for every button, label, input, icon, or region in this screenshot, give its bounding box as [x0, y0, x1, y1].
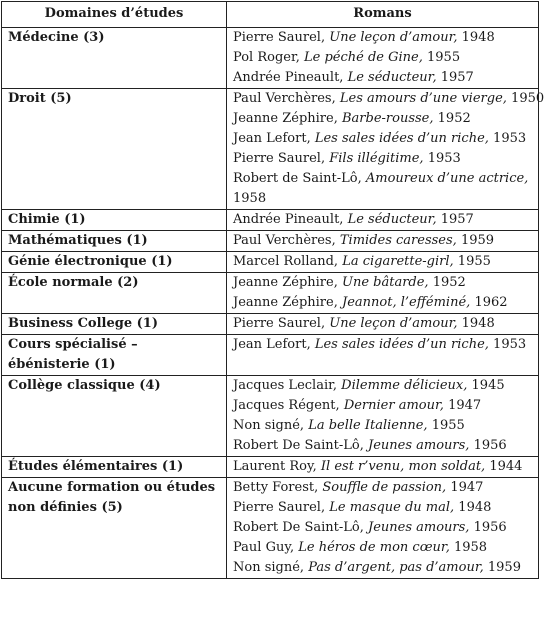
- novel-author: Non signé,: [233, 418, 305, 433]
- novel-author: Andrée Pineault,: [233, 70, 344, 85]
- domain-count: (4): [139, 378, 161, 393]
- domain-cell: [2, 28, 227, 89]
- novel-title: Timides caresses,: [339, 233, 457, 248]
- domain-name: Business College: [8, 316, 133, 331]
- domain-name: Collège classique: [8, 378, 135, 393]
- domain-name: École normale: [8, 275, 113, 290]
- novels-cell: [227, 478, 539, 579]
- novel-entry: [233, 273, 532, 293]
- domain-count: (5): [101, 500, 123, 515]
- domain-count: (2): [117, 275, 139, 290]
- novel-author: Pierre Saurel,: [233, 30, 326, 45]
- novel-title: Le héros de mon cœur,: [298, 540, 450, 555]
- novel-author: Robert De Saint-Lô,: [233, 520, 364, 535]
- novel-year: 1962: [474, 295, 508, 310]
- novel-entry: [233, 558, 532, 578]
- domain-count: (3): [83, 30, 105, 45]
- domain-count: (1): [64, 212, 86, 227]
- novel-year: 1947: [450, 480, 484, 495]
- novel-author: Marcel Rolland,: [233, 254, 339, 269]
- novel-title: Le séducteur,: [347, 212, 437, 227]
- novel-title: La cigarette-girl,: [342, 254, 454, 269]
- novel-author: Jeanne Zéphire,: [233, 275, 338, 290]
- novel-title: Les amours d’une vierge,: [339, 91, 507, 106]
- table-header-row: [2, 2, 539, 28]
- novel-entry: [233, 538, 532, 558]
- novel-entry: [233, 376, 532, 396]
- novel-author: Jean Lefort,: [233, 337, 311, 352]
- novel-year: 1959: [487, 560, 521, 575]
- domain-name: Études élémentaires: [8, 459, 158, 474]
- novel-entry: [233, 293, 532, 313]
- novel-entry: [233, 498, 532, 518]
- domain-count: (1): [151, 254, 173, 269]
- novel-title: Le péché de Gine,: [304, 50, 423, 65]
- novel-entry: [233, 28, 532, 48]
- novel-title: Jeunes amours,: [368, 438, 470, 453]
- novel-year: 1958: [453, 540, 488, 555]
- header-novels: Romans: [227, 2, 539, 28]
- novel-author: Laurent Roy,: [233, 459, 317, 474]
- novel-title: Les sales idées d’un riche,: [314, 131, 489, 146]
- novel-year: 1955: [457, 254, 491, 269]
- domain-cell: [2, 231, 227, 252]
- novel-year: 1953: [493, 131, 527, 146]
- novel-entry: [233, 457, 532, 477]
- novel-author: Robert De Saint-Lô,: [233, 438, 364, 453]
- novel-year: 1947: [448, 398, 482, 413]
- domain-name: Cours spécialisé – ébénisterie: [8, 337, 138, 372]
- domain-cell: [2, 273, 227, 314]
- novel-title: Une leçon d’amour,: [329, 30, 458, 45]
- novels-cell: [227, 252, 539, 273]
- novel-title: Il est r’venu, mon soldat,: [320, 459, 486, 474]
- novel-year: 1948: [461, 316, 495, 331]
- novels-cell: [227, 28, 539, 89]
- novel-title: Le masque du mal,: [329, 500, 455, 515]
- novel-entry: [233, 231, 532, 251]
- novel-year: 1959: [460, 233, 495, 248]
- novel-entry: [233, 129, 532, 149]
- novel-title: Jeannot, l’efféminé,: [342, 295, 471, 310]
- novel-author: Paul Guy,: [233, 540, 295, 555]
- table-row: [2, 478, 539, 579]
- novel-title: Une leçon d’amour,: [329, 316, 458, 331]
- domain-count: (1): [161, 459, 184, 474]
- novels-cell: [227, 89, 544, 210]
- novel-author: Jeanne Zéphire,: [233, 295, 338, 310]
- novel-entry: [233, 478, 532, 498]
- novel-entry: [233, 518, 532, 538]
- novel-entry: [233, 89, 544, 109]
- novel-entry: [233, 169, 532, 209]
- novel-title: Les sales idées d’un riche,: [314, 337, 489, 352]
- novel-title: Jeunes amours,: [368, 520, 470, 535]
- novel-entry: [233, 149, 532, 169]
- table-row: [2, 252, 539, 273]
- novel-entry: [233, 68, 532, 88]
- novel-year: 1956: [473, 520, 507, 535]
- novel-year: 1948: [461, 30, 495, 45]
- novel-entry: [233, 210, 532, 230]
- novel-title: Fils illégitime,: [329, 151, 424, 166]
- novel-author: Betty Forest,: [233, 480, 319, 495]
- novel-entry: [233, 416, 532, 436]
- novel-author: Robert de Saint-Lô,: [233, 171, 362, 186]
- novel-year: 1952: [432, 275, 466, 290]
- novel-entry: [233, 396, 532, 416]
- novel-title: Barbe-rousse,: [342, 111, 434, 126]
- novel-author: Paul Verchères,: [233, 91, 336, 106]
- novel-entry: [233, 335, 532, 355]
- domain-cell: [2, 252, 227, 273]
- novel-year: 1953: [427, 151, 461, 166]
- novel-entry: [233, 109, 532, 129]
- table-row: [2, 231, 539, 252]
- novels-cell: [227, 231, 539, 252]
- novel-entry: [233, 436, 532, 456]
- novel-title: Amoureux d’une actrice,: [365, 171, 529, 186]
- novel-title: Le séducteur,: [347, 70, 437, 85]
- domain-count: (1): [94, 357, 116, 372]
- novel-year: 1957: [440, 70, 474, 85]
- table-row: [2, 89, 539, 210]
- novel-year: 1953: [493, 337, 527, 352]
- domain-cell: [2, 478, 227, 579]
- novel-author: Pierre Saurel,: [233, 151, 326, 166]
- novel-year: 1956: [473, 438, 507, 453]
- novels-cell: [227, 376, 539, 457]
- table-row: [2, 376, 539, 457]
- novel-title: Dernier amour,: [343, 398, 444, 413]
- novel-author: Jeanne Zéphire,: [233, 111, 338, 126]
- novel-author: Pol Roger,: [233, 50, 300, 65]
- table-row: [2, 273, 539, 314]
- novel-author: Pierre Saurel,: [233, 500, 326, 515]
- novel-author: Pierre Saurel,: [233, 316, 326, 331]
- table-row: [2, 28, 539, 89]
- table-row: [2, 314, 539, 335]
- novel-year: 1955: [431, 418, 465, 433]
- domain-cell: [2, 376, 227, 457]
- domain-name: Génie électronique: [8, 254, 147, 269]
- novel-year: 1950: [511, 91, 544, 106]
- domain-count: (1): [136, 316, 158, 331]
- table-row: [2, 457, 539, 478]
- domain-count: (5): [50, 91, 72, 106]
- novel-year: 1958: [233, 191, 267, 206]
- novel-title: Pas d’argent, pas d’amour,: [308, 560, 484, 575]
- novels-cell: [227, 314, 539, 335]
- novel-entry: [233, 252, 532, 272]
- table-row: [2, 210, 539, 231]
- novel-year: 1944: [489, 459, 523, 474]
- domain-name: Aucune formation ou études non définies: [8, 480, 216, 515]
- novel-entry: [233, 314, 532, 334]
- novel-title: Souffle de passion,: [322, 480, 447, 495]
- education-novels-table: [1, 1, 544, 579]
- novel-year: 1948: [458, 500, 492, 515]
- header-domains: Domaines d’études: [2, 2, 227, 28]
- domain-cell: [2, 210, 227, 231]
- novels-cell: [227, 273, 539, 314]
- novel-year: 1957: [440, 212, 474, 227]
- novel-author: Paul Verchères,: [233, 233, 336, 248]
- novel-year: 1945: [471, 378, 505, 393]
- novel-year: 1955: [427, 50, 461, 65]
- novel-author: Non signé,: [233, 560, 305, 575]
- novel-title: Une bâtarde,: [342, 275, 429, 290]
- novel-title: La belle Italienne,: [308, 418, 428, 433]
- domain-name: Chimie: [8, 212, 60, 227]
- novels-cell: [227, 457, 539, 478]
- novel-entry: [233, 48, 532, 68]
- novels-cell: [227, 335, 539, 376]
- novel-year: 1952: [437, 111, 471, 126]
- novel-author: Jacques Régent,: [233, 398, 340, 413]
- domain-name: Droit: [8, 91, 46, 106]
- domain-name: Médecine: [8, 30, 79, 45]
- domain-cell: [2, 89, 227, 210]
- domain-cell: [2, 335, 227, 376]
- novel-author: Jacques Leclair,: [233, 378, 338, 393]
- table-body: [2, 28, 544, 579]
- novel-author: Andrée Pineault,: [233, 212, 344, 227]
- domain-name: Mathématiques: [8, 233, 122, 248]
- table-row: [2, 335, 539, 376]
- domain-count: (1): [126, 233, 148, 248]
- novel-author: Jean Lefort,: [233, 131, 311, 146]
- domain-cell: [2, 457, 227, 478]
- novels-cell: [227, 210, 539, 231]
- domain-cell: [2, 314, 227, 335]
- novel-title: Dilemme délicieux,: [341, 378, 468, 393]
